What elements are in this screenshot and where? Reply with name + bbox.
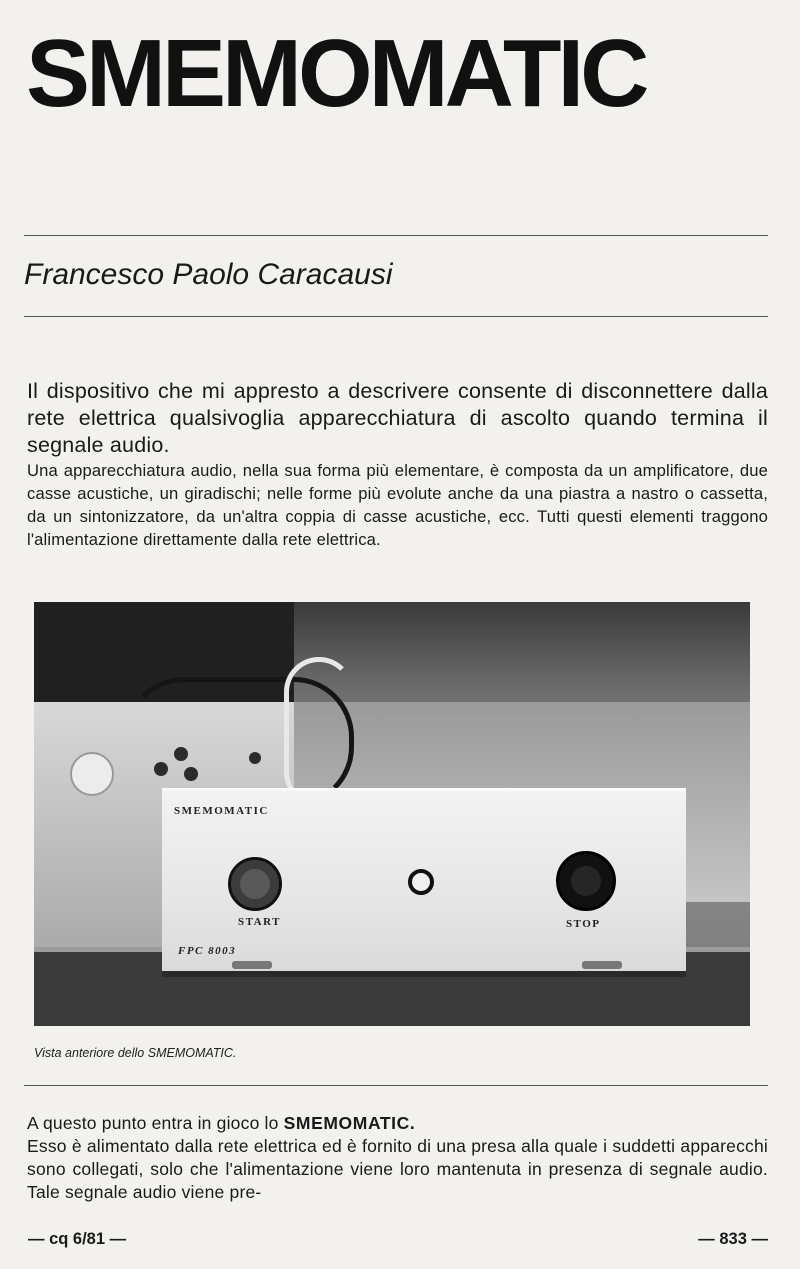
author-name: Francesco Paolo Caracausi — [24, 258, 393, 291]
caption-divider — [24, 1085, 768, 1086]
stop-button — [556, 851, 616, 911]
device-photo — [34, 602, 750, 1026]
continuation-lead — [27, 1112, 768, 1135]
intro-lead: Il dispositivo che mi appresto a descrivere consente di disconnettere dalla rete elettrica qualsivoglia apparecchiatura di ascolto quando termina il segnale audio. — [27, 379, 768, 457]
byline-divider — [24, 316, 768, 317]
start-label: START — [238, 916, 281, 928]
model-label: FPC 8003 — [178, 945, 237, 957]
background-knob — [70, 752, 114, 796]
panel-brand-label: SMEMOMATIC — [174, 805, 269, 817]
indicator-led — [408, 869, 434, 895]
continuation-paragraph — [27, 1112, 768, 1204]
background-cable — [284, 657, 354, 807]
continuation-prefix: A questo punto entra in gioco lo — [27, 1113, 284, 1133]
continuation-text: Esso è alimentato dalla rete elettrica ed è fornito di una presa alla quale i suddetti apparecchi sono collegati, solo che l'alimentazione viene loro mantenuta in presenza di segnale audio. Tale segnale audio viene pre- — [27, 1136, 768, 1202]
stop-label: STOP — [566, 918, 601, 930]
top-divider — [24, 235, 768, 236]
device-foot — [582, 961, 622, 969]
footer-issue: — cq 6/81 — — [28, 1230, 127, 1248]
start-button — [228, 857, 282, 911]
intro-paragraph: Una apparecchiatura audio, nella sua forma più elementare, è composta da un amplificatore, due casse acustiche, un giradischi; nelle forme più evolute anche da una piastra a nastro o cassetta, da un sintonizzatore, da un'altra coppia di casse acustiche, ecc. Tutti questi elementi traggono l'alimentazione direttamente dalla rete elettrica. — [27, 461, 768, 549]
device-foot — [232, 961, 272, 969]
photo-caption: Vista anteriore dello SMEMOMATIC. — [34, 1046, 237, 1060]
product-name: SMEMOMATIC. — [283, 1113, 416, 1133]
footer-page-number: — 833 — — [698, 1230, 768, 1248]
smemomatic-unit — [162, 788, 686, 971]
article-title: SMEMOMATIC — [26, 20, 646, 127]
